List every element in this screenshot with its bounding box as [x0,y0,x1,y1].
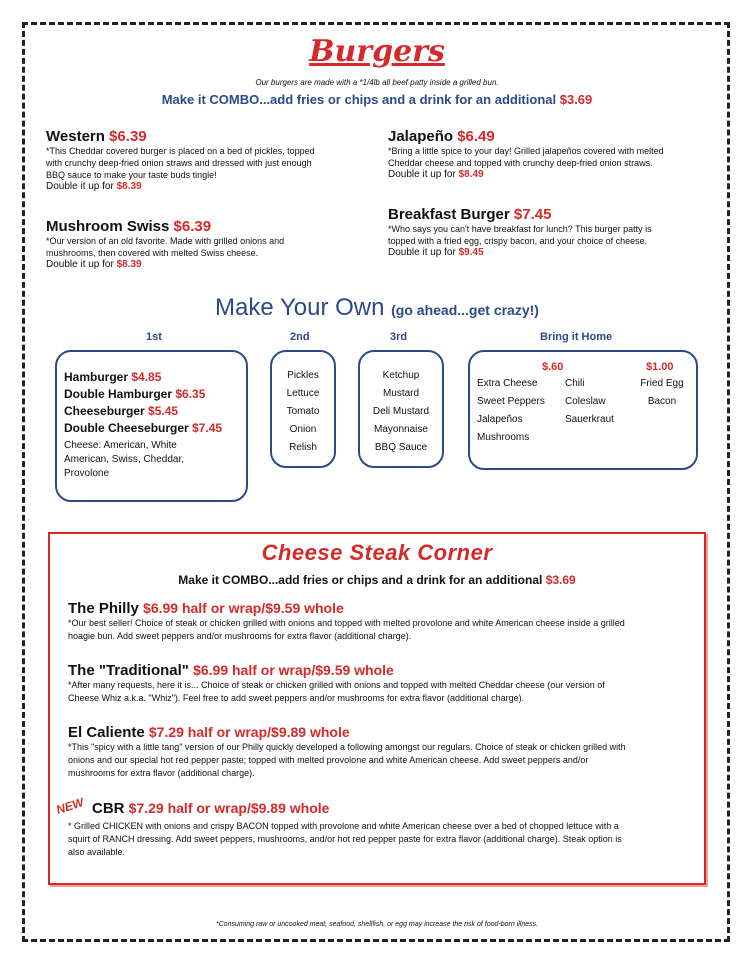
double-price: $8.39 [116,259,142,270]
topping: Onion [289,424,317,435]
item-desc: squirt of RANCH dressing. Add sweet peppers, mushrooms, and/or hot red pepper paste for extra flavor (additional charge). Steak option is [68,834,622,844]
item-price: $7.45 [513,206,552,223]
sauce: Mustard [382,388,420,399]
base-name: Double Cheeseburger [64,421,189,435]
menu-item-western [46,128,366,192]
topping: Lettuce [286,388,320,399]
item-desc: topped with a fried egg, crispy bacon, and your choice of cheese. [388,236,648,246]
item-desc: onions and our special hot red pepper paste; topped with melted provolone and white American cheese. Add sweet peppers and/or [68,755,589,765]
base-price: $4.85 [131,370,162,384]
home-price-a: $.60 [542,361,564,373]
new-badge: NEW [54,795,86,817]
burgers-combo [0,92,754,107]
item-price: $6.39 [109,128,147,145]
addon: Mushrooms [477,432,530,443]
col-head-bring-it-home: Bring it Home [540,331,613,343]
base-name: Hamburger [64,370,129,384]
myo-heading: Make Your Own [215,294,385,321]
item-price: $6.39 [173,218,212,235]
base-price: $7.45 [192,421,223,435]
item-desc: *This Cheddar covered burger is placed on a bed of pickles, topped [46,146,315,156]
item-desc: *Who says you can't have breakfast for lunch? This burger patty is [388,224,652,234]
combo-text: Make it COMBO...add fries or chips and a drink for an additional [161,92,557,107]
item-desc: Cheese Whiz a.k.a. "Whiz"). Feel free to add sweet peppers and/or mushrooms for extra flavor (additional charge). [68,693,525,703]
double-label: Double it up for [46,181,114,192]
home-list-a [477,375,545,447]
base-price: $6.35 [175,387,206,401]
item-desc: *Our best seller! Choice of steak or chicken grilled with onions and topped with melted provolone and white American cheese inside a grilled [68,618,625,628]
menu-item-traditional [68,662,700,705]
sauce: Deli Mustard [372,406,430,417]
double-label: Double it up for [388,169,456,180]
addon: Chili [565,378,585,389]
addon: Sweet Peppers [477,396,545,407]
burgers-note: Our burgers are made with a *1/4lb all beef patty inside a grilled bun. [255,78,499,87]
home-price-b: $1.00 [646,361,674,373]
home-list-b [636,375,688,411]
myo-subtitle: (go ahead...get crazy!) [391,302,539,318]
addon: Extra Cheese [477,378,538,389]
col-head-3rd: 3rd [390,331,408,343]
footnote: *Consuming raw or uncooked meat, seafood, shellfish, or egg may increase the risk of food-born illness. [215,921,539,928]
addon: Fried Egg [640,378,684,389]
item-desc: *Our version of an old favorite. Made with grilled onions and [46,236,285,246]
myo-box-1st [55,350,248,502]
item-desc: BBQ sauce to make your taste buds tingle! [46,170,217,180]
double-price: $8.49 [458,169,484,180]
menu-item-mushroom-swiss [46,218,366,270]
cheese-steak-combo [0,573,754,587]
make-your-own-title [0,294,754,322]
menu-item-breakfast-burger [388,206,718,258]
base-price: $5.45 [148,404,179,418]
double-label: Double it up for [388,247,456,258]
double-price: $8.39 [116,181,142,192]
item-name: The Philly [68,600,139,617]
item-price: $6.99 half or wrap/$9.59 whole [193,662,394,678]
item-desc: hoagie bun. Add sweet peppers and/or mushrooms for extra flavor (additional charge). [68,631,412,641]
item-price: $7.29 half or wrap/$9.89 whole [148,724,350,740]
sauce: Ketchup [382,370,420,381]
sauce: BBQ Sauce [374,442,428,453]
item-desc: Cheddar cheese and topped with crunchy deep-fried onion straws. [388,158,653,168]
addon: Bacon [647,396,677,407]
double-label: Double it up for [46,259,114,270]
double-price: $9.45 [458,247,484,258]
item-name: Western [46,128,105,145]
addon: Sauerkraut [565,414,614,425]
item-name: Jalapeño [388,128,454,145]
base-name: Cheeseburger [64,404,145,418]
combo-text: Make it COMBO...add fries or chips and a drink for an additional [178,573,543,587]
item-price: $7.29 half or wrap/$9.89 whole [128,800,330,816]
myo-box-bring-it-home [468,350,698,470]
item-price: $6.49 [457,128,495,145]
myo-box-2nd [270,350,336,468]
home-list-mid [565,375,614,429]
menu-item-jalapeno [388,128,718,180]
sauce: Mayonnaise [374,424,428,435]
item-name: The "Traditional" [68,662,189,679]
myo-box-3rd [358,350,444,468]
base-name: Double Hamburger [64,387,173,401]
menu-item-philly [68,600,700,643]
menu-item-el-caliente [68,724,700,780]
topping: Relish [289,442,317,453]
col-head-1st: 1st [146,331,162,343]
item-desc: mushrooms for extra flavor (additional charge). [68,768,255,778]
cheese-options: Cheese: American, White American, Swiss, Cheddar, Provolone [64,440,185,479]
item-name: Breakfast Burger [388,206,510,223]
menu-item-cbr [92,800,329,817]
item-desc: *After many requests, here it is... Choice of steak or chicken grilled with onions and topped with melted Cheddar cheese (our version of [68,680,605,690]
menu-item-cbr-desc [68,820,700,859]
item-desc: also available. [68,847,126,857]
item-price: $6.99 half or wrap/$9.59 whole [143,600,344,616]
addon: Coleslaw [565,396,606,407]
combo-price: $3.69 [559,92,593,107]
item-desc: mushrooms, then covered with melted Swiss cheese. [46,248,259,258]
item-name: El Caliente [68,724,145,741]
cheese-steak-title: Cheese Steak Corner [261,540,493,565]
col-head-2nd: 2nd [290,331,310,343]
item-desc: with crunchy deep-fried onion straws and dressed with just enough [46,158,312,168]
burgers-title: Burgers [309,34,445,69]
item-name: CBR [92,800,125,817]
item-name: Mushroom Swiss [46,218,170,235]
item-desc: * Grilled CHICKEN with onions and crispy BACON topped with provolone and white American cheese over a bed of chopped lettuce with a [68,821,619,831]
topping: Pickles [287,370,319,381]
item-desc: *This "spicy with a little tang" version of our Philly quickly developed a following amongst our regulars. Choice of steak or chicken grilled with [68,742,626,752]
topping: Tomato [286,406,320,417]
item-desc: *Bring a little spice to your day! Grilled jalapeños covered with melted [388,146,664,156]
addon: Jalapeños [477,414,523,425]
combo-price: $3.69 [545,573,576,587]
